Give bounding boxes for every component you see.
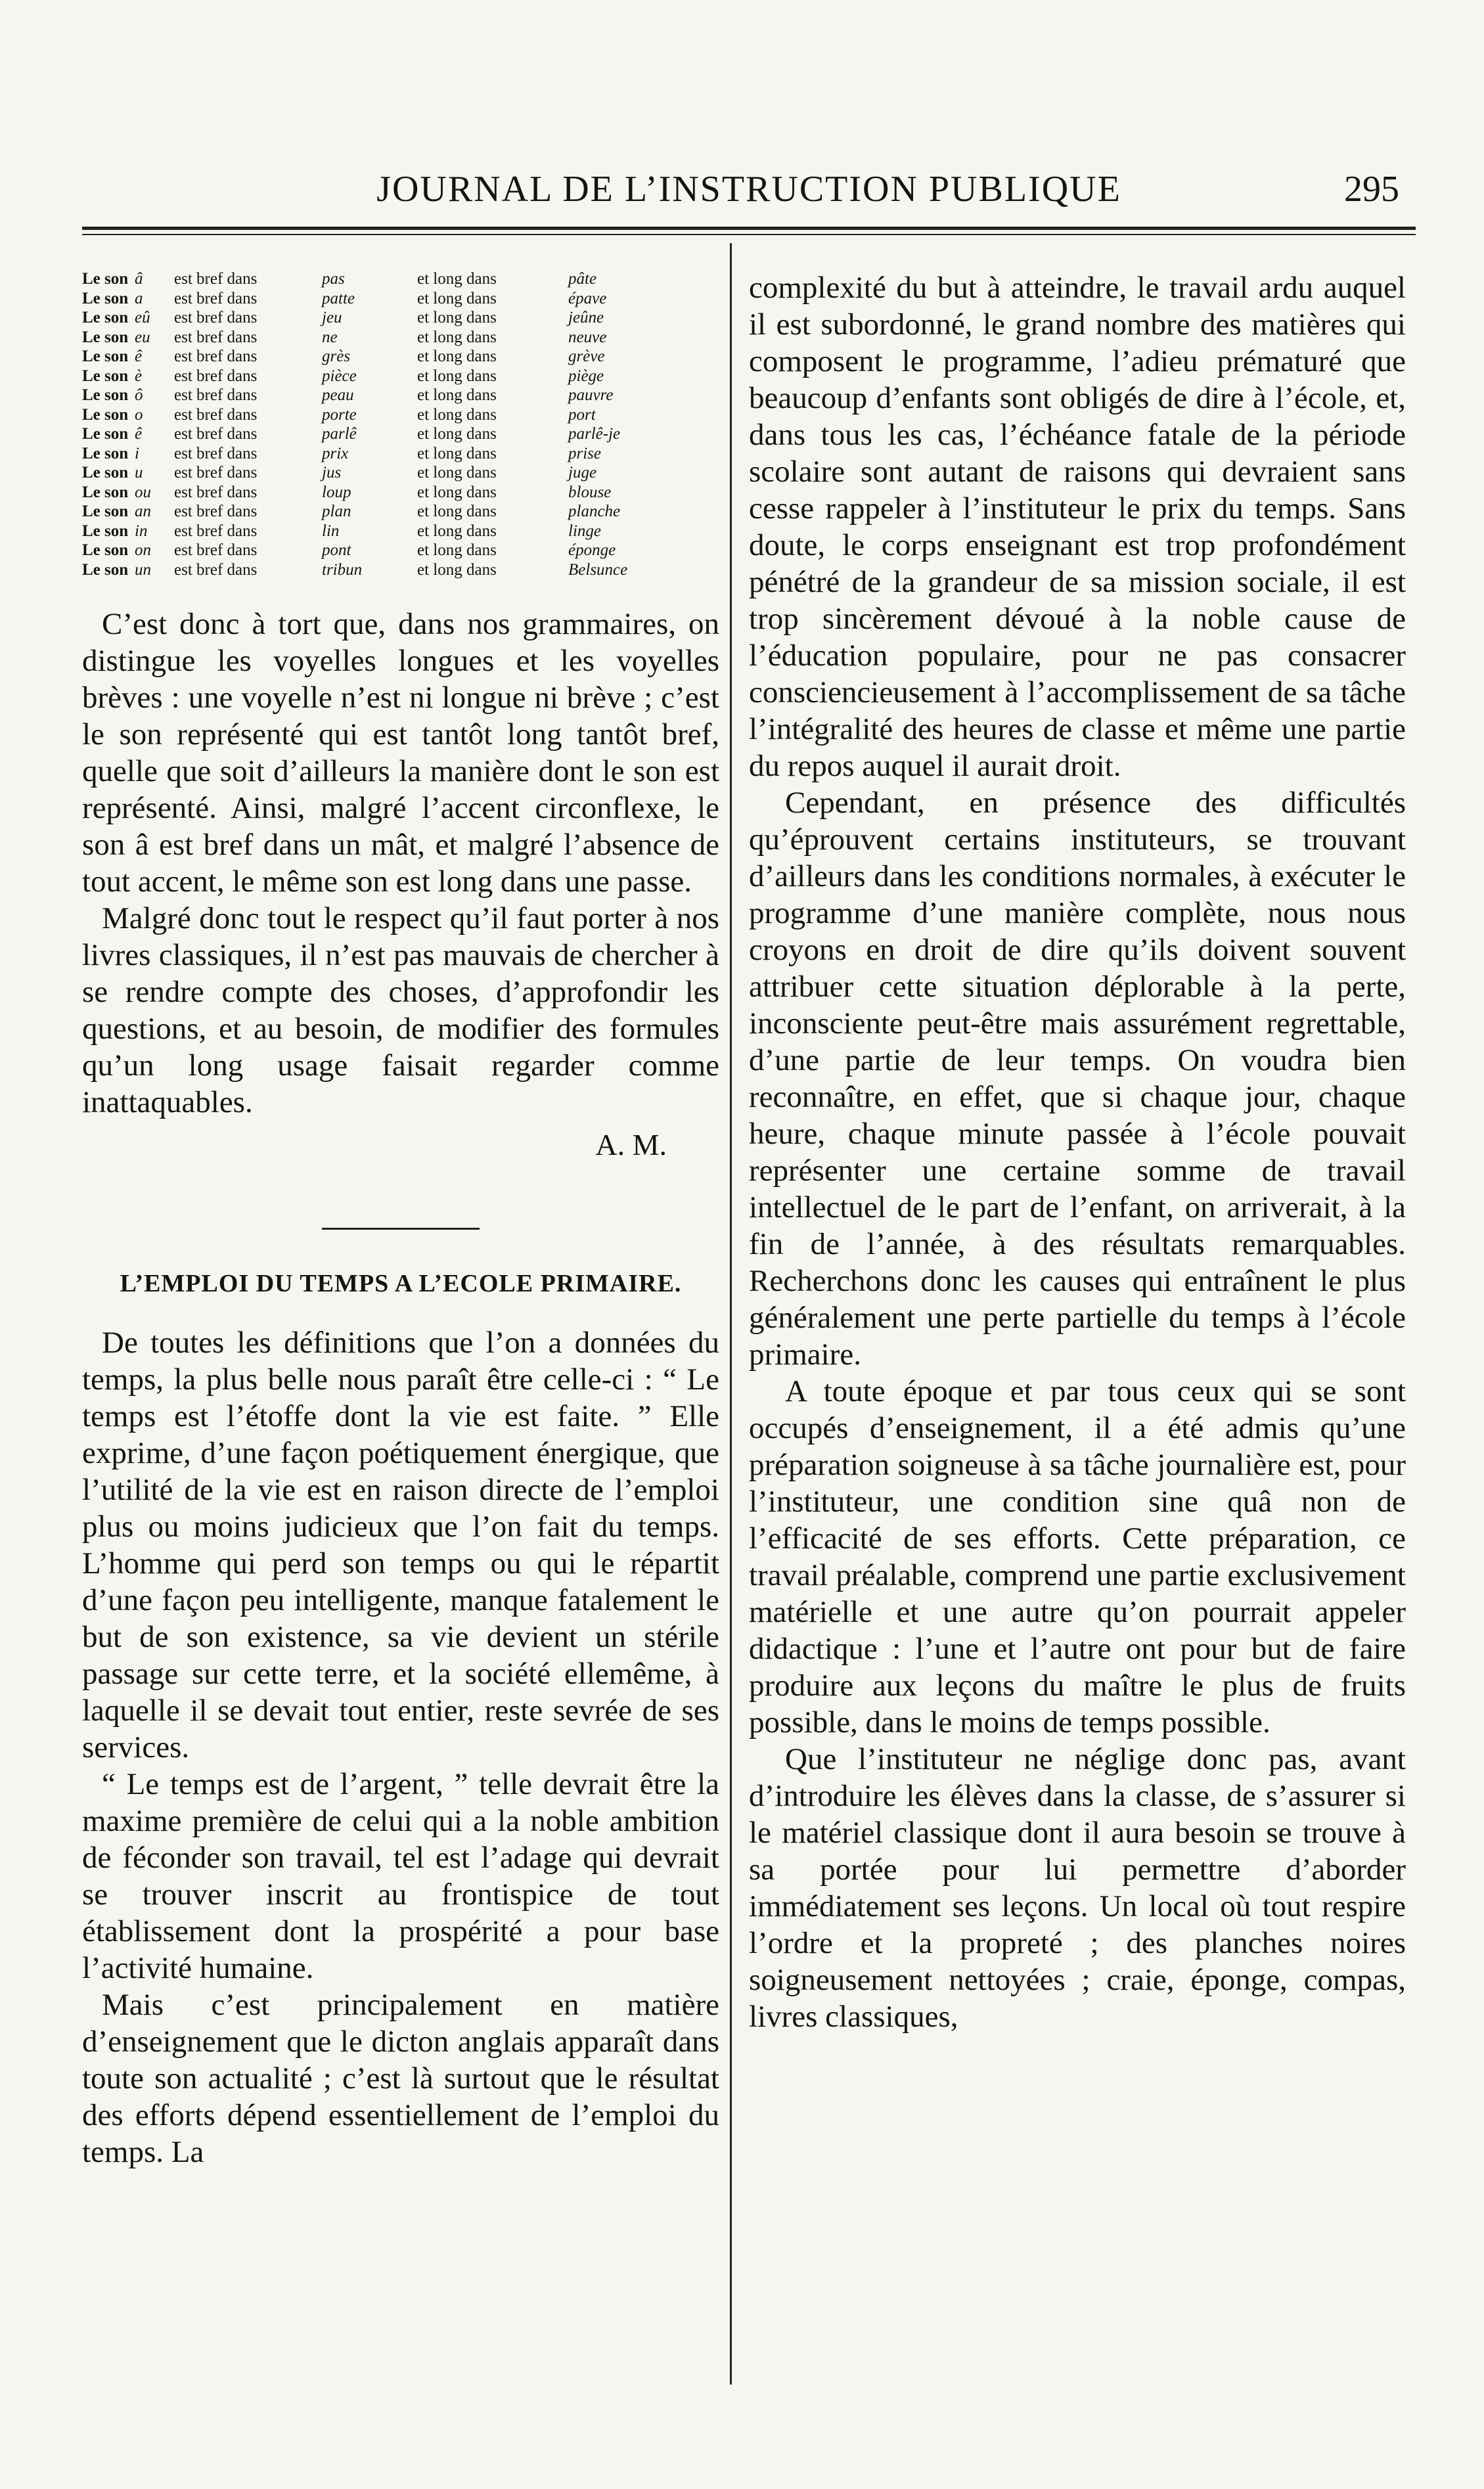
- sound-table-cell: et long dans: [417, 367, 497, 385]
- sound-table-cell: est bref dans: [174, 503, 258, 520]
- page-number: 295: [1344, 169, 1399, 210]
- sound-table-cell: Le son: [82, 560, 129, 579]
- sound-table-cell: est bref dans: [174, 289, 258, 307]
- paragraph-cependant: Cependant, en présence des difficultés qu’éprouvent certains instituteurs, se trouvant d’ailleurs dans les conditions normales, à exécuter le programme d’une manière complète, nous nous croyons en droit de dire qu’ils doivent souvent attribuer cette situation déplorable à la perte, inconsciente peut-être mais assurément regrettable, d’une partie de leur temps. On voudra bien reconnaître, en effet, que si chaque jour, chaque heure, chaque minute passée à l’école pouvait représenter une certaine somme de travail intellectuel de le part de l’enfant, on arriverait, à la fin de l’année, à des résultats remarquables. Recherchons donc les causes qui entraînent le plus généralement une perte partielle du temps à l’école primaire.: [749, 786, 1406, 1372]
- sound-table-cell: port: [568, 405, 596, 424]
- sound-table-cell: et long dans: [417, 522, 497, 540]
- sound-table-cell: Le son: [82, 444, 129, 462]
- sound-table-cell: et long dans: [417, 386, 497, 404]
- sound-table-cell: et long dans: [417, 560, 497, 579]
- sound-table-cell: prix: [322, 444, 349, 462]
- sound-table-cell: Le son: [82, 541, 129, 559]
- sound-table-cell: et long dans: [417, 425, 497, 443]
- sound-table-row: [82, 386, 719, 405]
- sound-table-cell: ou: [135, 483, 151, 501]
- left-prose-article: [82, 1324, 719, 2170]
- sound-table-cell: est bref dans: [174, 328, 258, 346]
- paragraph-maxime: “ Le temps est de l’argent, ” telle devrait être la maxime première de celui qui a la noble ambition de féconder son travail, tel est l’adage qui devrait se trouver inscrit au frontispice de tout établissement dont la prospérité a pour base l’activité humaine.: [82, 1767, 719, 1985]
- sound-table-cell: jeûne: [568, 309, 604, 326]
- right-column: [749, 269, 1406, 2035]
- right-prose: [749, 269, 1406, 2035]
- sound-table-cell: prise: [568, 444, 601, 462]
- sound-table-cell: Le son: [82, 386, 129, 404]
- sound-table-cell: est bref dans: [174, 541, 258, 559]
- sound-table-cell: et long dans: [417, 541, 497, 559]
- sound-table-cell: et long dans: [417, 483, 497, 501]
- sound-table-cell: Le son: [82, 405, 129, 424]
- sound-table-cell: et long dans: [417, 270, 497, 288]
- sound-table-cell: tribun: [322, 560, 363, 579]
- sound-table-cell: in: [135, 522, 148, 540]
- sound-table-cell: est bref dans: [174, 309, 258, 326]
- sound-table-cell: est bref dans: [174, 386, 258, 404]
- sound-table-cell: ne: [322, 328, 338, 346]
- sound-table-cell: neuve: [568, 328, 607, 346]
- sound-table-row: [82, 308, 719, 328]
- paragraph-instituteur: Que l’instituteur ne néglige donc pas, avant d’introduire les élèves dans la classe, de s’assurer si le matériel classique dont il aura besoin se trouve à sa portée pour lui permettre d’aborder immédiatement ses leçons. Un local où tout respire l’ordre et la propreté ; des planches noires soigneusement nettoyées ; craie, éponge, compas, livres classiques,: [749, 1742, 1406, 2034]
- left-column: [82, 269, 719, 2170]
- sound-table-row: [82, 347, 719, 367]
- sound-table-cell: Le son: [82, 367, 129, 385]
- sound-table-cell: Le son: [82, 425, 129, 443]
- sound-table-cell: est bref dans: [174, 522, 258, 540]
- sound-table-cell: et long dans: [417, 348, 497, 365]
- sound-table-cell: pas: [322, 270, 345, 288]
- sound-table-row: [82, 463, 719, 483]
- journal-title: JOURNAL DE L’INSTRUCTION PUBLIQUE: [376, 169, 1121, 210]
- paragraph-toute-epoque: A toute époque et par tous ceux qui se sont occupés d’enseignement, il a été admis qu’une préparation soigneuse à sa tâche journalière est, pour l’instituteur, une condition sine quâ non de l’efficacité de ses efforts. Cette préparation, ce travail préalable, comprend une partie exclusivement matérielle et une autre qu’on pourrait appeler didactique : l’une et l’autre ont pour but de faire produire aux leçons du maître le plus de fruits possible, dans le moins de temps possible.: [749, 1374, 1406, 1739]
- left-prose: [82, 606, 719, 1121]
- sound-table-cell: plan: [322, 503, 351, 520]
- sound-table-cell: éponge: [568, 541, 616, 559]
- sound-table-cell: Le son: [82, 464, 129, 482]
- sound-table-cell: juge: [568, 464, 597, 482]
- sound-table-cell: an: [135, 503, 151, 520]
- sound-table-cell: peau: [322, 386, 354, 404]
- sound-table-cell: loup: [322, 483, 351, 501]
- sound-table-cell: lin: [322, 522, 340, 540]
- sound-table-cell: Belsunce: [568, 560, 628, 579]
- paragraph-grammaires: C’est donc à tort que, dans nos grammaires, on distingue les voyelles longues et les voyelles brèves : une voyelle n’est ni longue ni brève ; c’est le son représenté qui est tantôt long tantôt bref, quelle que soit d’ailleurs la manière dont le son est représenté. Ainsi, malgré l’accent circonflexe, le son â est bref dans un mât, et malgré l’absence de tout accent, le même son est long dans une passe.: [82, 607, 719, 899]
- sound-table-cell: est bref dans: [174, 560, 258, 579]
- sound-table-cell: on: [135, 541, 151, 559]
- sound-table-cell: Le son: [82, 503, 129, 520]
- sound-table-cell: et long dans: [417, 503, 497, 520]
- sound-table-cell: pâte: [568, 270, 597, 288]
- sound-table-cell: u: [135, 464, 143, 482]
- sound-table-row: [82, 269, 719, 289]
- sound-table-cell: Le son: [82, 348, 129, 365]
- sound-table-row: [82, 541, 719, 560]
- sound-table-row: [82, 367, 719, 386]
- sound-table-cell: grès: [322, 348, 351, 365]
- paragraph-complexite: complexité du but à atteindre, le travail ardu auquel il est subordonné, le grand nombre des matières qui composent le programme, l’adieu prématuré que beaucoup d’enfants sont obligés de dire à l’école, et, dans tous les cas, l’échéance fatale de la période scolaire sont autant de raisons qui devraient sans cesse rappeler à l’instituteur le prix du temps. Sans doute, le corps enseignant est trop profondément pénétré de la grandeur de sa mission sociale, il est trop sincèrement dévoué à la noble cause de l’éducation populaire, pour ne pas consacrer consciencieusement à l’accomplissement de sa tâche l’intégralité des heures de classe et même une partie du repos auquel il aurait droit.: [749, 271, 1406, 783]
- sound-table-cell: est bref dans: [174, 367, 258, 385]
- sound-table-cell: porte: [322, 405, 357, 424]
- sound-table-cell: linge: [568, 522, 601, 540]
- sound-table-cell: jeu: [322, 309, 342, 326]
- sound-table-row: [82, 502, 719, 522]
- sound-table-row: [82, 444, 719, 464]
- sound-table-cell: est bref dans: [174, 348, 258, 365]
- sound-table-cell: â: [135, 270, 143, 288]
- sound-table-cell: est bref dans: [174, 270, 258, 288]
- sound-table-cell: est bref dans: [174, 444, 258, 462]
- sound-table-cell: grève: [568, 348, 605, 365]
- sound-table-cell: est bref dans: [174, 405, 258, 424]
- sound-table-cell: est bref dans: [174, 464, 258, 482]
- article-heading: L’EMPLOI DU TEMPS A L’ECOLE PRIMAIRE.: [120, 1270, 682, 1297]
- sound-table-cell: et long dans: [417, 328, 497, 346]
- sound-table-cell: i: [135, 444, 139, 462]
- sound-table-cell: un: [135, 560, 151, 579]
- header-rule: [82, 227, 1416, 235]
- sound-table-cell: pauvre: [568, 386, 614, 404]
- sound-table-cell: Le son: [82, 289, 129, 307]
- vowel-sound-table: [82, 269, 719, 579]
- sound-table-cell: est bref dans: [174, 483, 258, 501]
- sound-table-cell: pièce: [322, 367, 357, 385]
- sound-table-cell: et long dans: [417, 405, 497, 424]
- sound-table-cell: Le son: [82, 522, 129, 540]
- sound-table-cell: blouse: [568, 483, 612, 501]
- sound-table-cell: et long dans: [417, 464, 497, 482]
- sound-table-cell: pont: [322, 541, 351, 559]
- sound-table-cell: Le son: [82, 270, 129, 288]
- sound-table-cell: patte: [322, 289, 355, 307]
- sound-table-cell: ê: [135, 348, 143, 365]
- sound-table-cell: ô: [135, 386, 143, 404]
- sound-table-row: [82, 328, 719, 348]
- sound-table-cell: è: [135, 367, 143, 385]
- sound-table-row: [82, 560, 719, 580]
- sound-table-cell: et long dans: [417, 444, 497, 462]
- sound-table-cell: Le son: [82, 309, 129, 326]
- sound-table-cell: et long dans: [417, 309, 497, 326]
- sound-table-cell: est bref dans: [174, 425, 258, 443]
- sound-table-cell: a: [135, 289, 143, 307]
- sound-table-cell: piège: [568, 367, 604, 385]
- sound-table-row: [82, 483, 719, 503]
- sound-table-row: [82, 289, 719, 309]
- sound-table-cell: Le son: [82, 328, 129, 346]
- page-header: [99, 155, 1399, 214]
- sound-table-cell: planche: [568, 503, 621, 520]
- author-signature: A. M.: [595, 1128, 667, 1161]
- sound-table-row: [82, 405, 719, 425]
- sound-table-cell: parlê: [322, 425, 357, 443]
- paragraph-livres-classiques: Malgré donc tout le respect qu’il faut porter à nos livres classiques, il n’est pas mauvais de chercher à se rendre compte des choses, d’approfondir les questions, et au besoin, de modifier des formules qu’un long usage faisait regarder comme inattaquables.: [82, 901, 719, 1119]
- sound-table-row: [82, 424, 719, 444]
- sound-table-cell: Le son: [82, 483, 129, 501]
- sound-table-cell: eu: [135, 328, 150, 346]
- sound-table-cell: jus: [322, 464, 342, 482]
- column-divider: [730, 243, 732, 2385]
- sound-table-cell: et long dans: [417, 289, 497, 307]
- sound-table-cell: eû: [135, 309, 150, 326]
- paragraph-definitions: De toutes les définitions que l’on a données du temps, la plus belle nous paraît être celle-ci : “ Le temps est l’étoffe dont la vie est faite. ” Elle exprime, d’une façon poétiquement énergique, que l’utilité de la vie est en raison directe de l’emploi plus ou moins judicieux que l’on fait du temps. L’homme qui perd son temps ou qui le répartit d’une façon peu intelligente, manque fatalement le but de son existence, sa vie devient un stérile passage sur cette terre, et la société ellemême, à laquelle il se devait tout entier, reste sevrée de ses services.: [82, 1326, 719, 1764]
- paragraph-enseignement: Mais c’est principalement en matière d’enseignement que le dicton anglais apparaît dans toute son actualité ; c’est là surtout que le résultat des efforts dépend essentiellement de l’emploi du temps. La: [82, 1988, 719, 2169]
- sound-table-row: [82, 522, 719, 541]
- sound-table-cell: parlê-je: [568, 425, 621, 443]
- sound-table-cell: épave: [568, 289, 607, 307]
- sound-table-cell: ê: [135, 425, 143, 443]
- sound-table-cell: o: [135, 405, 143, 424]
- section-divider: [322, 1228, 480, 1230]
